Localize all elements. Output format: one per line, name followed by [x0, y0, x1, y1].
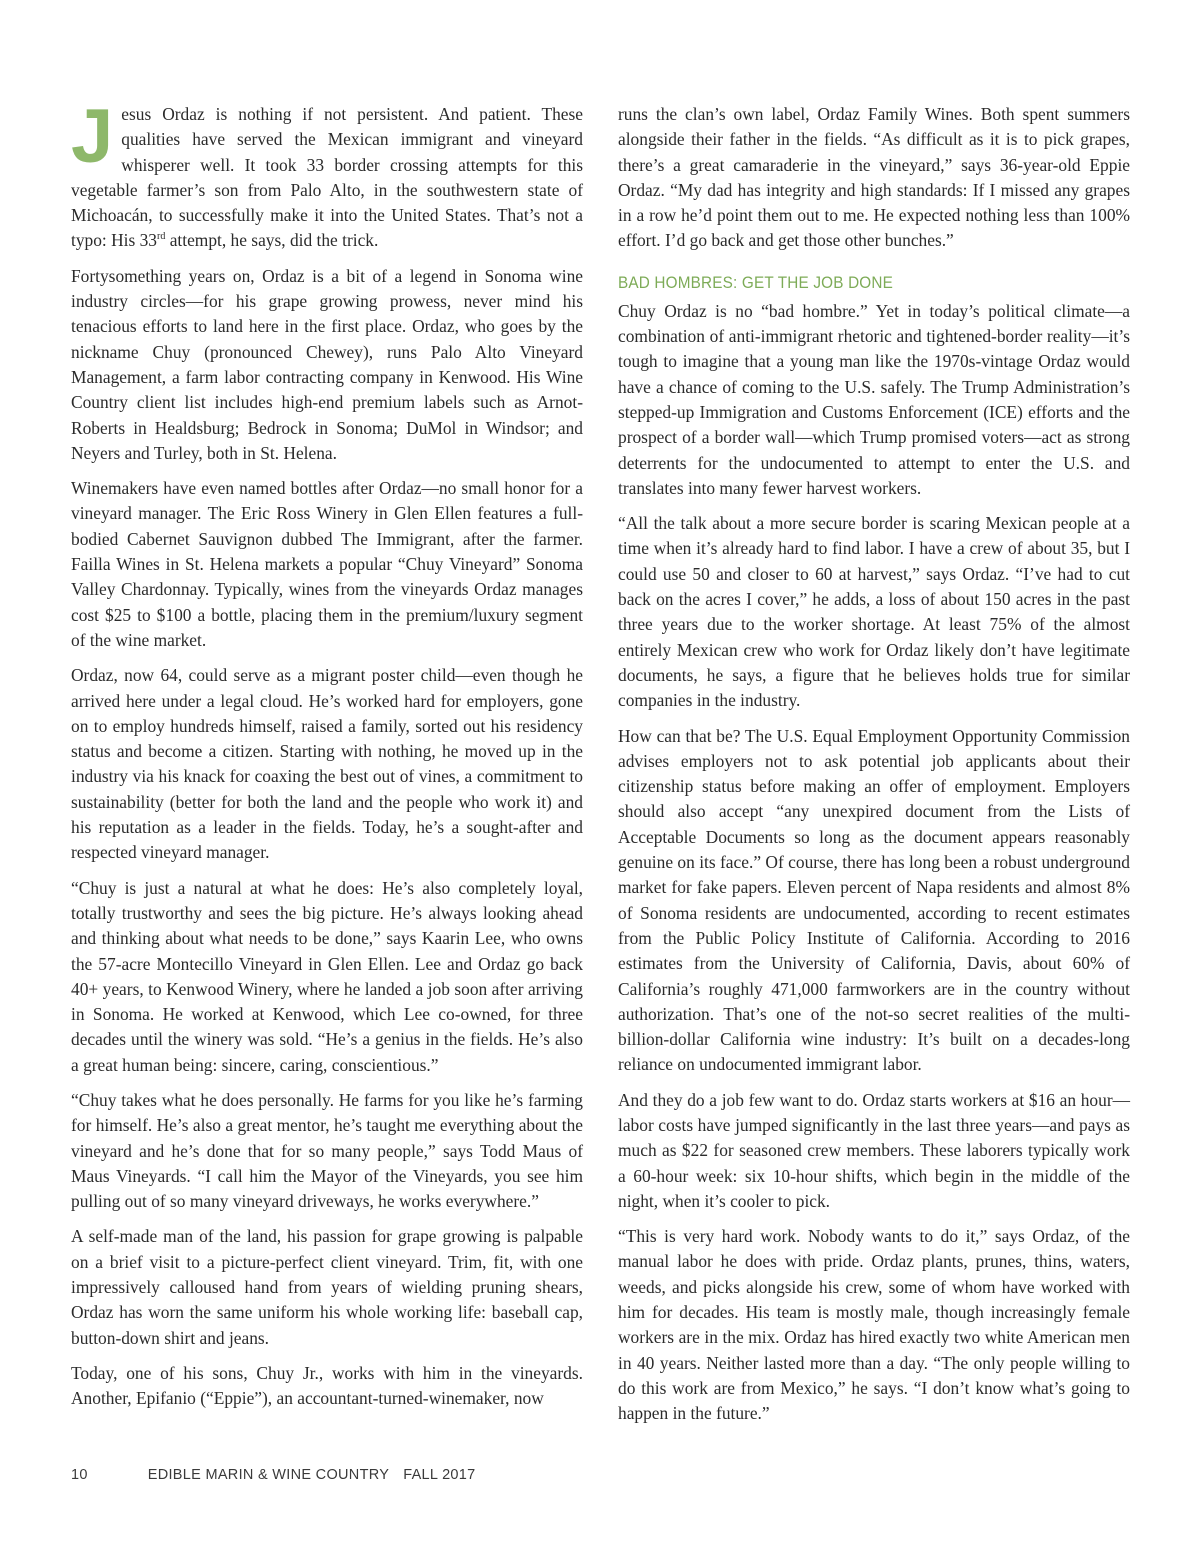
paragraph-self-made: A self-made man of the land, his passion for grape growing is palpable on a brief visit to a picture-perfect client vineyard. Trim, fit, with one impressively calloused hand from years of wielding pruning shears, Ordaz has worn the same uniform his whole working life: baseball cap, button-down shirt and jeans. — [71, 1226, 583, 1348]
publication-name: EDIBLE MARIN & WINE COUNTRY — [147, 1467, 390, 1483]
issue-label: FALL 2017 — [403, 1467, 476, 1483]
paragraph-todd-maus-quote: “Chuy takes what he does personally. He farms for you like he’s farming for himself. He’s also a great mentor, he’s taught me everything about the vineyard and he’s done that for so many people,” says Todd Maus of Maus Vineyards. “I call him the Mayor of the Vineyards, you see him pulling out of so many vineyard driveways, he works everywhere.” — [71, 1089, 583, 1212]
drop-cap: J — [71, 94, 114, 179]
paragraph-bottles: Winemakers have even named bottles after Ordaz—no small honor for a vineyard manager. The Eric Ross Winery in Glen Ellen features a full-bodied Cabernet Sauvignon dubbed The Immigrant, after the farmer. Failla Wines in St. Helena markets a popular “Chuy Vineyard” Sonoma Valley Chardonnay. Typically, wines from the vineyards Ordaz manages cost $25 to $100 a bottle, placing them in the premium/luxury segment of the wine market. — [71, 478, 583, 650]
paragraph-hard-work: “This is very hard work. Nobody wants to do it,” says Ordaz, of the manual labor he does with pride. Ordaz plants, prunes, thins, waters, weeds, and picks alongside his crew, some of whom have worked with him for decades. His team is mostly male, though increasingly female workers are in the mix. Ordaz has hired exactly two white American men in 40 years. Neither lasted more than a day. “The only people willing to do this work are from Mexico,” he says. “I don’t know what’s going to happen in the future.” — [618, 1226, 1130, 1424]
paragraph-kaarin-lee-quote: “Chuy is just a natural at what he does: He’s also completely loyal, totally trustworthy and sees the big picture. He’s always looking ahead and thinking about what needs to be done,” says Kaarin Lee, who owns the 57-acre Montecillo Vineyard in Glen Ellen. Lee and Ordaz go back 40+ years, to Kenwood Winery, where he landed a job soon after arriving in Sonoma. He worked at Kenwood, which Lee co-owned, for three decades until the winery was sold. “He’s a genius in the fields. He’s also a great human being: sincere, caring, conscientious.” — [71, 877, 583, 1075]
paragraph-family-label: runs the clan’s own label, Ordaz Family Wines. Both spent summers alongside their father in the fields. “As difficult as it is to pick grapes, there’s a great camaraderie in the vineyard,” says 36-year-old Eppie Ordaz. “My dad has integrity and high standards: If I missed any grapes in a row he’d point them out to me. He expected nothing less than 100% effort. I’d go back and get those other bunches.” — [618, 104, 1130, 251]
ordinal-superscript: rd — [157, 231, 166, 243]
paragraph-intro-tail: attempt, he says, did the trick. — [165, 230, 379, 251]
page-footer — [71, 1467, 476, 1483]
paragraph-secure-border: “All the talk about a more secure border is scaring Mexican people at a time when it’s already hard to find labor. I have a crew of about 35, but I could use 50 and closer to 60 at harvest,” says Ordaz. “I’ve had to cut back on the acres I cover,” he adds, a loss of about 150 acres in the past three years due to the worker shortage. At least 75% of the almost entirely Mexican crew who work for Ordaz likely don’t have legitimate documents, he says, a figure that he believes holds true for similar companies in the industry. — [618, 513, 1130, 711]
paragraph-legend: Fortysomething years on, Ordaz is a bit of a legend in Sonoma wine industry circles—for his grape growing prowess, never mind his tenacious efforts to land here in the first place. Ordaz, who goes by the nickname Chuy (pronounced Chewey), runs Palo Alto Vineyard Management, a farm labor contracting company in Kenwood. His Wine Country client list includes high-end premium labels such as Arnot-Roberts in Healdsburg; Bedrock in Sonoma; DuMol in Windsor; and Neyers and Turley, both in St. Helena. — [71, 265, 583, 463]
left-column — [71, 94, 583, 1422]
paragraph-eeoc: How can that be? The U.S. Equal Employment Opportunity Commission advises employers not to ask potential job applicants about their citizenship status before making an offer of employment. Employers should also accept “any unexpired document from the Lists of Acceptable Documents so long as the document appears reasonably genuine on its face.” Of course, there has long been a robust underground market for fake papers. Eleven percent of Napa residents and almost 8% of Sonoma residents are undocumented, according to recent estimates from the Public Policy Institute of California. According to 2016 estimates from the University of California, Davis, about 60% of California’s roughly 471,000 farmworkers are in the country without authorization. That’s one of the not-so secret realities of the multi-billion-dollar California wine industry: It’s built on a decades-long reliance on undocumented immigrant labor. — [618, 725, 1130, 1075]
paragraph-sons: Today, one of his sons, Chuy Jr., works with him in the vineyards. Another, Epifanio (“Eppie”), an accountant-turned-winemaker, now — [71, 1362, 583, 1409]
page-number: 10 — [71, 1467, 88, 1483]
paragraph-bad-hombre: Chuy Ordaz is no “bad hombre.” Yet in today’s political climate—a combination of anti-immigrant rhetoric and tightened-border reality—it’s tough to imagine that a young man like the 1970s-vintage Ordaz would have a chance of coming to the U.S. safely. The Trump Administration’s stepped-up Immigration and Customs Enforcement (ICE) efforts and the prospect of a border wall—which Trump promised voters—act as strong deterrents for the undocumented to attempt to enter the U.S. and translates into many fewer harvest workers. — [618, 300, 1130, 498]
paragraph-poster-child: Ordaz, now 64, could serve as a migrant poster child—even though he arrived here under a legal cloud. He’s worked hard for employers, gone on to employ hundreds himself, raised a family, sorted out his residency status and become a citizen. Starting with nothing, he moved up in the industry via his knack for coaxing the best out of vines, a commitment to sustainability (better for both the land and the people who work it) and his reputation as a leader in the fields. Today, he’s a sought-after and respected vineyard manager. — [71, 665, 583, 863]
paragraph-wages: And they do a job few want to do. Ordaz starts workers at $16 an hour—labor costs have jumped significantly in the last three years—and pays as much as $22 for seasoned crew members. These laborers typically work a 60-hour week: six 10-hour shifts, which begin in the middle of the night, when it’s cooler to pick. — [618, 1089, 1130, 1211]
paragraph-intro-lead: esus Ordaz is nothing if not persistent. And patient. These qualities have served the Mexican immigrant and vineyard whisperer well. It took 33 border crossing attempts for this vegetable farmer’s son from Palo Alto, in the southwestern state of Michoacán, to successfully make it into the United States. That’s not a typo: His 33 — [71, 104, 583, 251]
paragraph-intro — [71, 94, 583, 254]
right-column — [618, 102, 1130, 1437]
section-subhead: BAD HOMBRES: GET THE JOB DONE — [618, 272, 894, 292]
